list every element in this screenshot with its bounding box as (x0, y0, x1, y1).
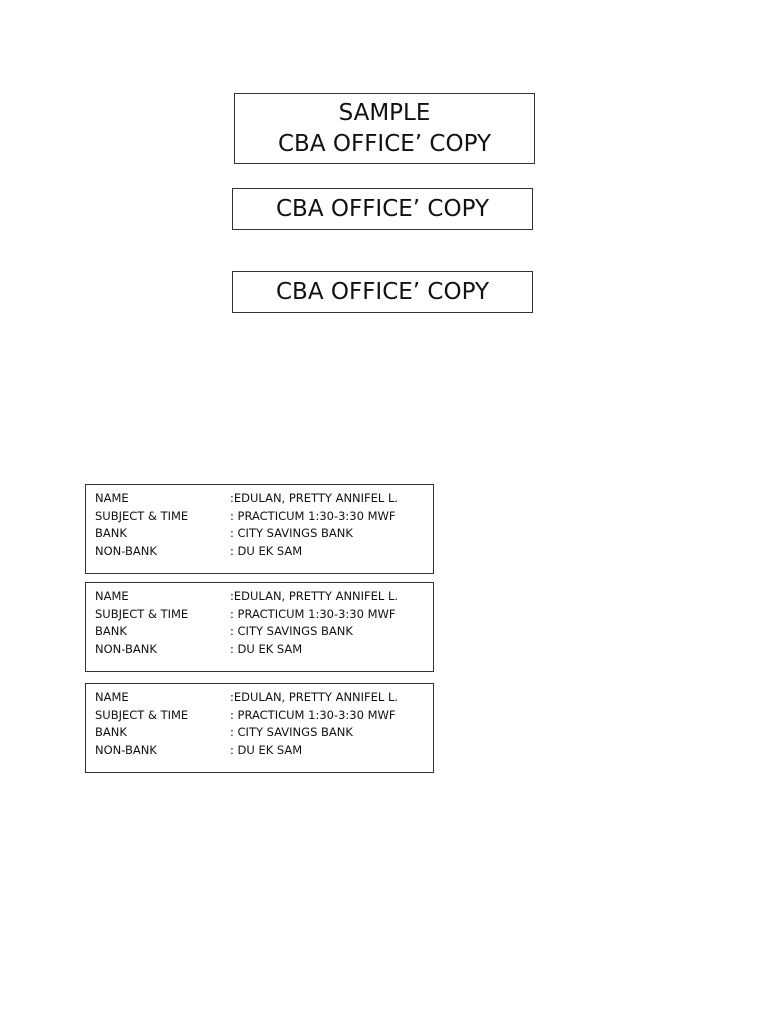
info-row-non-bank (95, 641, 433, 659)
info-card (85, 683, 434, 773)
info-row-non-bank (95, 742, 433, 760)
info-value: : PRACTICUM 1:30-3:30 MWF (230, 606, 396, 621)
info-label: NON-BANK (95, 743, 157, 758)
office-copy-box (232, 271, 533, 313)
info-row-bank (95, 724, 433, 742)
info-label: NAME (95, 491, 129, 505)
info-label: NON-BANK (95, 642, 157, 657)
info-value: :EDULAN, PRETTY ANNIFEL L. (230, 690, 399, 704)
office-copy-line: SAMPLE (338, 99, 431, 126)
info-row-bank (95, 525, 433, 543)
info-label: BANK (95, 624, 127, 639)
info-value: : DU EK SAM (230, 743, 303, 758)
info-value: :EDULAN, PRETTY ANNIFEL L. (230, 491, 399, 505)
office-copy-box (232, 188, 533, 230)
info-row-non-bank (95, 543, 433, 561)
info-row-name (95, 689, 433, 707)
info-label: NAME (95, 690, 129, 704)
info-row-subject (95, 707, 433, 725)
info-label: SUBJECT & TIME (95, 707, 189, 722)
office-copy-box-sample (234, 93, 535, 164)
info-value: : CITY SAVINGS BANK (230, 725, 353, 740)
info-card (85, 484, 434, 574)
info-value: : PRACTICUM 1:30-3:30 MWF (230, 707, 396, 722)
info-row-subject (95, 508, 433, 526)
info-row-name (95, 490, 433, 508)
info-label: BANK (95, 526, 127, 541)
info-label: NON-BANK (95, 544, 157, 559)
info-value: : CITY SAVINGS BANK (230, 624, 353, 639)
info-label: SUBJECT & TIME (95, 508, 189, 523)
office-copy-line: CBA OFFICE’ COPY (275, 278, 490, 305)
office-copy-line: CBA OFFICE’ COPY (275, 195, 490, 222)
info-row-subject (95, 606, 433, 624)
info-value: : CITY SAVINGS BANK (230, 526, 353, 541)
info-value: : PRACTICUM 1:30-3:30 MWF (230, 508, 396, 523)
info-value: : DU EK SAM (230, 642, 303, 657)
office-copy-line: CBA OFFICE’ COPY (277, 130, 492, 157)
info-label: BANK (95, 725, 127, 740)
info-label: NAME (95, 589, 129, 603)
info-value: : DU EK SAM (230, 544, 303, 559)
info-card (85, 582, 434, 672)
info-label: SUBJECT & TIME (95, 606, 189, 621)
info-row-bank (95, 623, 433, 641)
info-row-name (95, 588, 433, 606)
info-value: :EDULAN, PRETTY ANNIFEL L. (230, 589, 399, 603)
